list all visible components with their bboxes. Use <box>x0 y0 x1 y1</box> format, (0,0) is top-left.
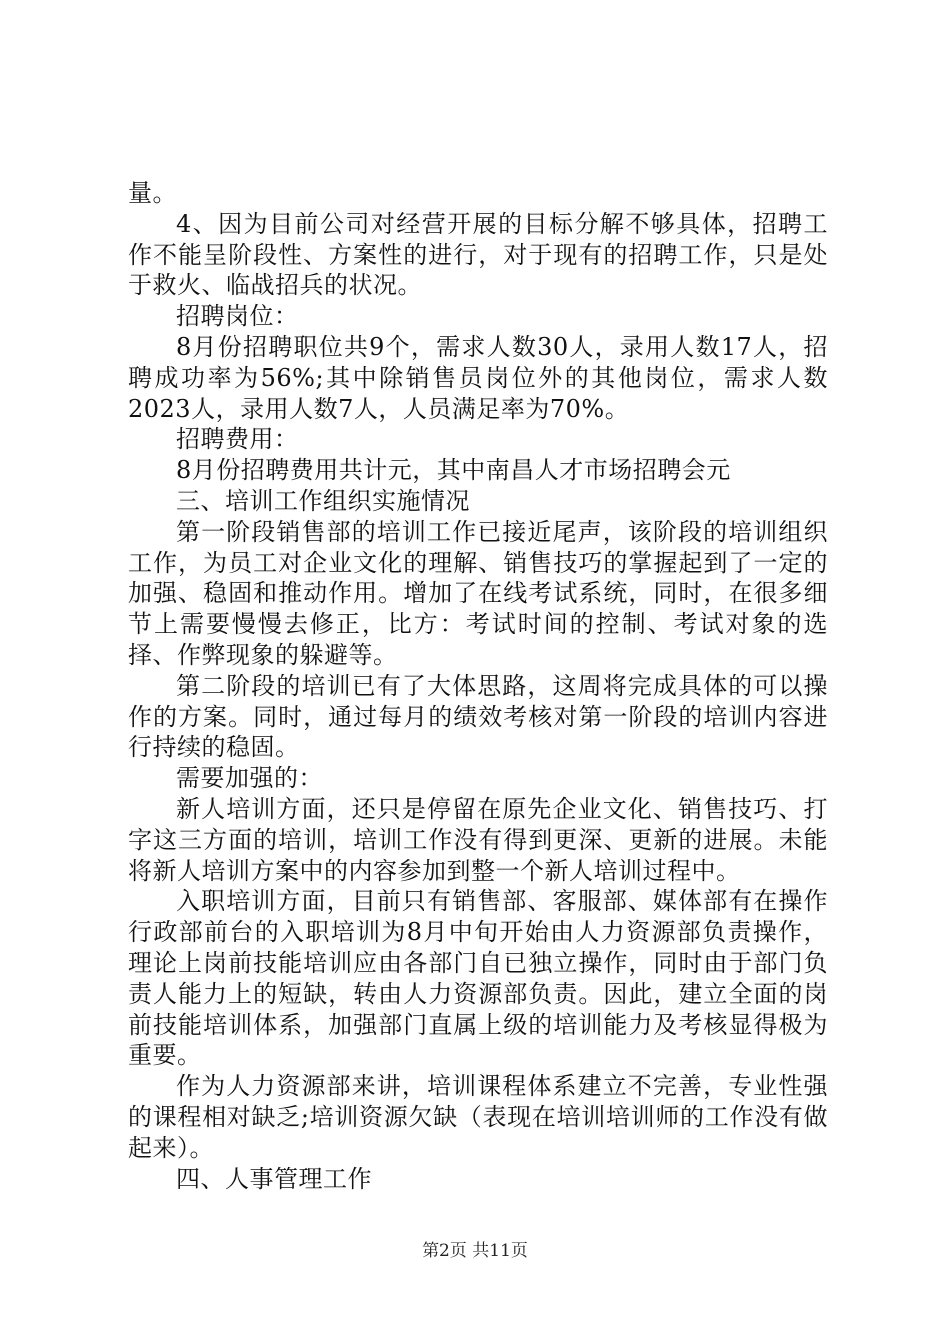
heading-recruitment-cost: 招聘费用： <box>176 425 299 454</box>
paragraph-training-phase-one: 第一阶段销售部的培训工作已接近尾声，该阶段的培训组织工作，为员工对企业文化的理解、销售技巧的掌握起到了一定的加强、稳固和推动作用。增加了在线考试系统，同时，在很多细节上需要慢慢去修正，比方：考试时间的控制、考试对象的选择、作弊现象的躲避等。 <box>128 517 828 669</box>
paragraph-recruitment-issue: 4、因为目前公司对经营开展的目标分解不够具体，招聘工作不能呈阶段性、方案性的进行，对于现有的招聘工作，只是处于救火、临战招兵的状况。 <box>128 209 828 300</box>
paragraph-hr-department: 作为人力资源部来讲，培训课程体系建立不完善，专业性强的课程相对缺乏;培训资源欠缺（表现在培训培训师的工作没有做起来）。 <box>128 1072 828 1162</box>
paragraph-new-hire-training: 新人培训方面，还只是停留在原先企业文化、销售技巧、打字这三方面的培训，培训工作没有得到更深、更新的进展。未能将新人培训方案中的内容参加到整一个新人培训过程中。 <box>128 794 828 885</box>
heading-recruitment-positions: 招聘岗位： <box>176 302 299 331</box>
paragraph-continuation: 量。 <box>128 179 177 207</box>
paragraph-recruitment-cost: 8月份招聘费用共计元，其中南昌人才市场招聘会元 <box>176 456 731 485</box>
heading-personnel-management: 四、人事管理工作 <box>176 1164 372 1193</box>
document-body <box>128 178 828 1194</box>
paragraph-onboarding-training: 入职培训方面，目前只有销售部、客服部、媒体部有在操作行政部前台的入职培训为8月中旬开始由人力资源部负责操作，理论上岗前技能培训应由各部门自已独立操作，同时由于部门负责人能力上的短缺，转由人力资源部负责。因此，建立全面的岗前技能培训体系，加强部门直属上级的培训能力及考核显得极为重要。 <box>128 887 828 1070</box>
heading-needs-improvement: 需要加强的： <box>176 764 323 793</box>
heading-training-section: 三、培训工作组织实施情况 <box>176 486 470 515</box>
paragraph-training-phase-two: 第二阶段的培训已有了大体思路，这周将完成具体的可以操作的方案。同时，通过每月的绩效考核对第一阶段的培训内容进行持续的稳固。 <box>128 671 828 762</box>
paragraph-recruitment-stats: 8月份招聘职位共9个，需求人数30人，录用人数17人，招聘成功率为56%;其中除销售员岗位外的其他岗位，需求人数2023人，录用人数7人，人员满足率为70%。 <box>128 332 828 423</box>
page-footer: 第2页 共11页 <box>422 1241 528 1261</box>
